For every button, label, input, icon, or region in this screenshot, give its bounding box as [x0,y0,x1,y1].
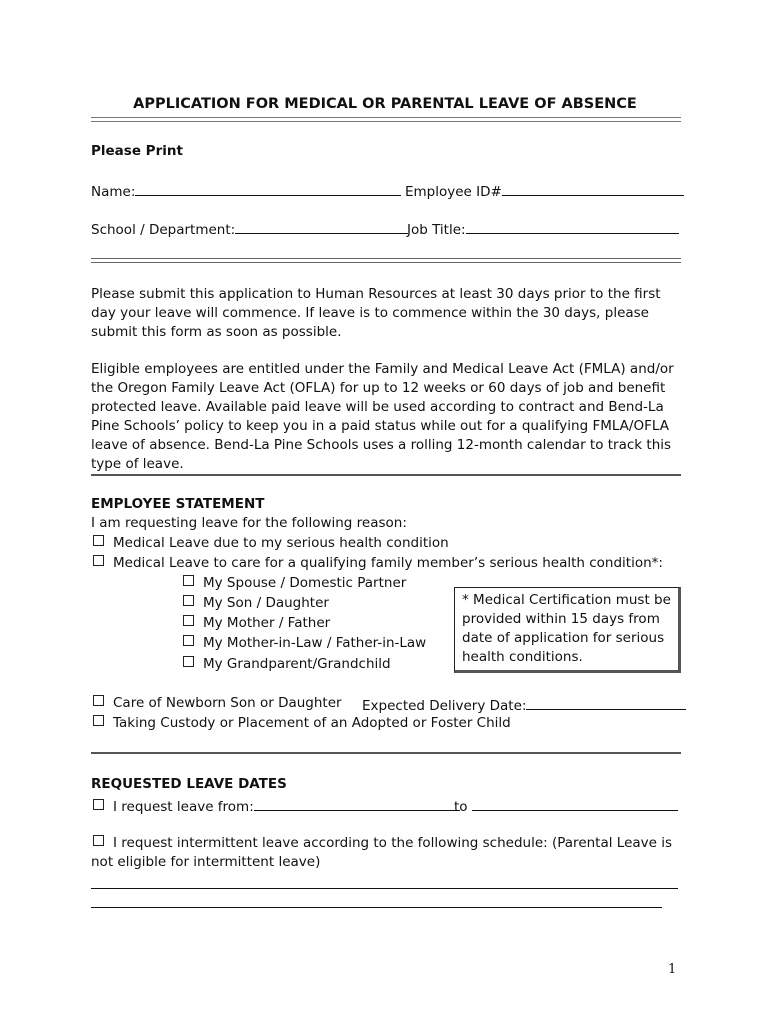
family-member-spouse [183,575,406,591]
leave-from-field[interactable] [254,796,460,811]
leave-dates-checkbox[interactable] [93,799,104,810]
mother-father-checkbox[interactable] [183,615,194,626]
intermittent-leave-label: I request intermittent leave according to the following schedule: (Parental Leave is not eligible for intermittent leave) [91,835,673,870]
son-daughter-label: My Son / Daughter [203,595,329,611]
option-newborn [93,695,342,711]
adoption-checkbox[interactable] [93,715,104,726]
schedule-line-2[interactable] [91,907,662,908]
medical-leave-label: Medical Leave due to my serious health condition [113,535,449,551]
header-divider [91,258,681,263]
job-title-row [407,219,679,238]
option-family-care [93,555,663,571]
option-adoption [93,715,511,731]
leave-to-row [454,796,678,815]
spouse-label: My Spouse / Domestic Partner [203,575,407,591]
section-divider-2 [91,752,681,754]
section-divider-1 [91,474,681,476]
page-number: 1 [668,962,677,977]
name-field[interactable] [135,181,401,196]
instructions-paragraph-2: Eligible employees are entitled under the Family and Medical Leave Act (FMLA) and/or the Oregon Family Leave Act (OFLA) for up to 12 weeks or 60 days of job and benefit protected leave. Available paid leave will be used according to contract and Bend-La Pine Schools’ policy to keep you in a paid status while out for a qualifying FMLA/OFLA leave of absence. Bend-La Pine Schools uses a rolling 12-month calendar to track this type of leave. [91,361,674,472]
please-print-label: Please Print [91,143,183,159]
job-title-label: Job Title: [407,222,466,238]
requested-leave-heading: REQUESTED LEAVE DATES [91,776,287,792]
name-row [91,181,401,200]
family-member-child [183,595,329,611]
spouse-checkbox[interactable] [183,575,194,586]
expected-delivery-label: Expected Delivery Date: [362,698,527,714]
employee-id-label: Employee ID# [405,184,502,200]
leave-to-field[interactable] [472,796,678,811]
medical-certification-note: * Medical Certification must be provided within 15 days from date of application for serious health conditions. [454,587,681,673]
expected-delivery-field[interactable] [526,695,686,710]
job-title-field[interactable] [466,219,679,234]
instructions-paragraph-1: Please submit this application to Human Resources at least 30 days prior to the first day your leave will commence. If leave is to commence within the 30 days, please submit this form as soon as possible. [91,286,661,340]
medical-leave-checkbox[interactable] [93,535,104,546]
intermittent-leave-row [91,834,686,872]
family-member-in-law [183,635,426,651]
intermittent-leave-checkbox[interactable] [93,835,104,846]
employee-id-field[interactable] [502,181,684,196]
leave-from-label: I request leave from: [113,799,254,815]
newborn-label: Care of Newborn Son or Daughter [113,695,342,711]
option-medical-leave [93,535,449,551]
employee-id-row [405,181,684,200]
family-member-parent [183,615,330,631]
in-law-checkbox[interactable] [183,635,194,646]
employee-statement-intro: I am requesting leave for the following reason: [91,515,407,531]
employee-statement-heading: EMPLOYEE STATEMENT [91,496,265,512]
mother-father-label: My Mother / Father [203,615,331,631]
leave-to-label: to [454,799,468,815]
schedule-line-1[interactable] [91,888,678,889]
adoption-label: Taking Custody or Placement of an Adopted or Foster Child [113,715,511,731]
son-daughter-checkbox[interactable] [183,595,194,606]
expected-delivery-row [362,695,686,714]
school-department-label: School / Department: [91,222,236,238]
name-label: Name: [91,184,136,200]
leave-from-row [93,796,460,815]
grandparent-label: My Grandparent/Grandchild [203,656,391,672]
form-title: APPLICATION FOR MEDICAL OR PARENTAL LEAVE OF ABSENCE [133,96,637,112]
school-row [91,219,408,238]
newborn-checkbox[interactable] [93,695,104,706]
grandparent-checkbox[interactable] [183,656,194,667]
family-care-label: Medical Leave to care for a qualifying family member’s serious health condition*: [113,555,663,571]
family-member-grandparent [183,656,391,672]
title-divider [91,117,681,122]
in-law-label: My Mother-in-Law / Father-in-Law [203,635,427,651]
school-department-field[interactable] [235,219,408,234]
family-care-checkbox[interactable] [93,555,104,566]
